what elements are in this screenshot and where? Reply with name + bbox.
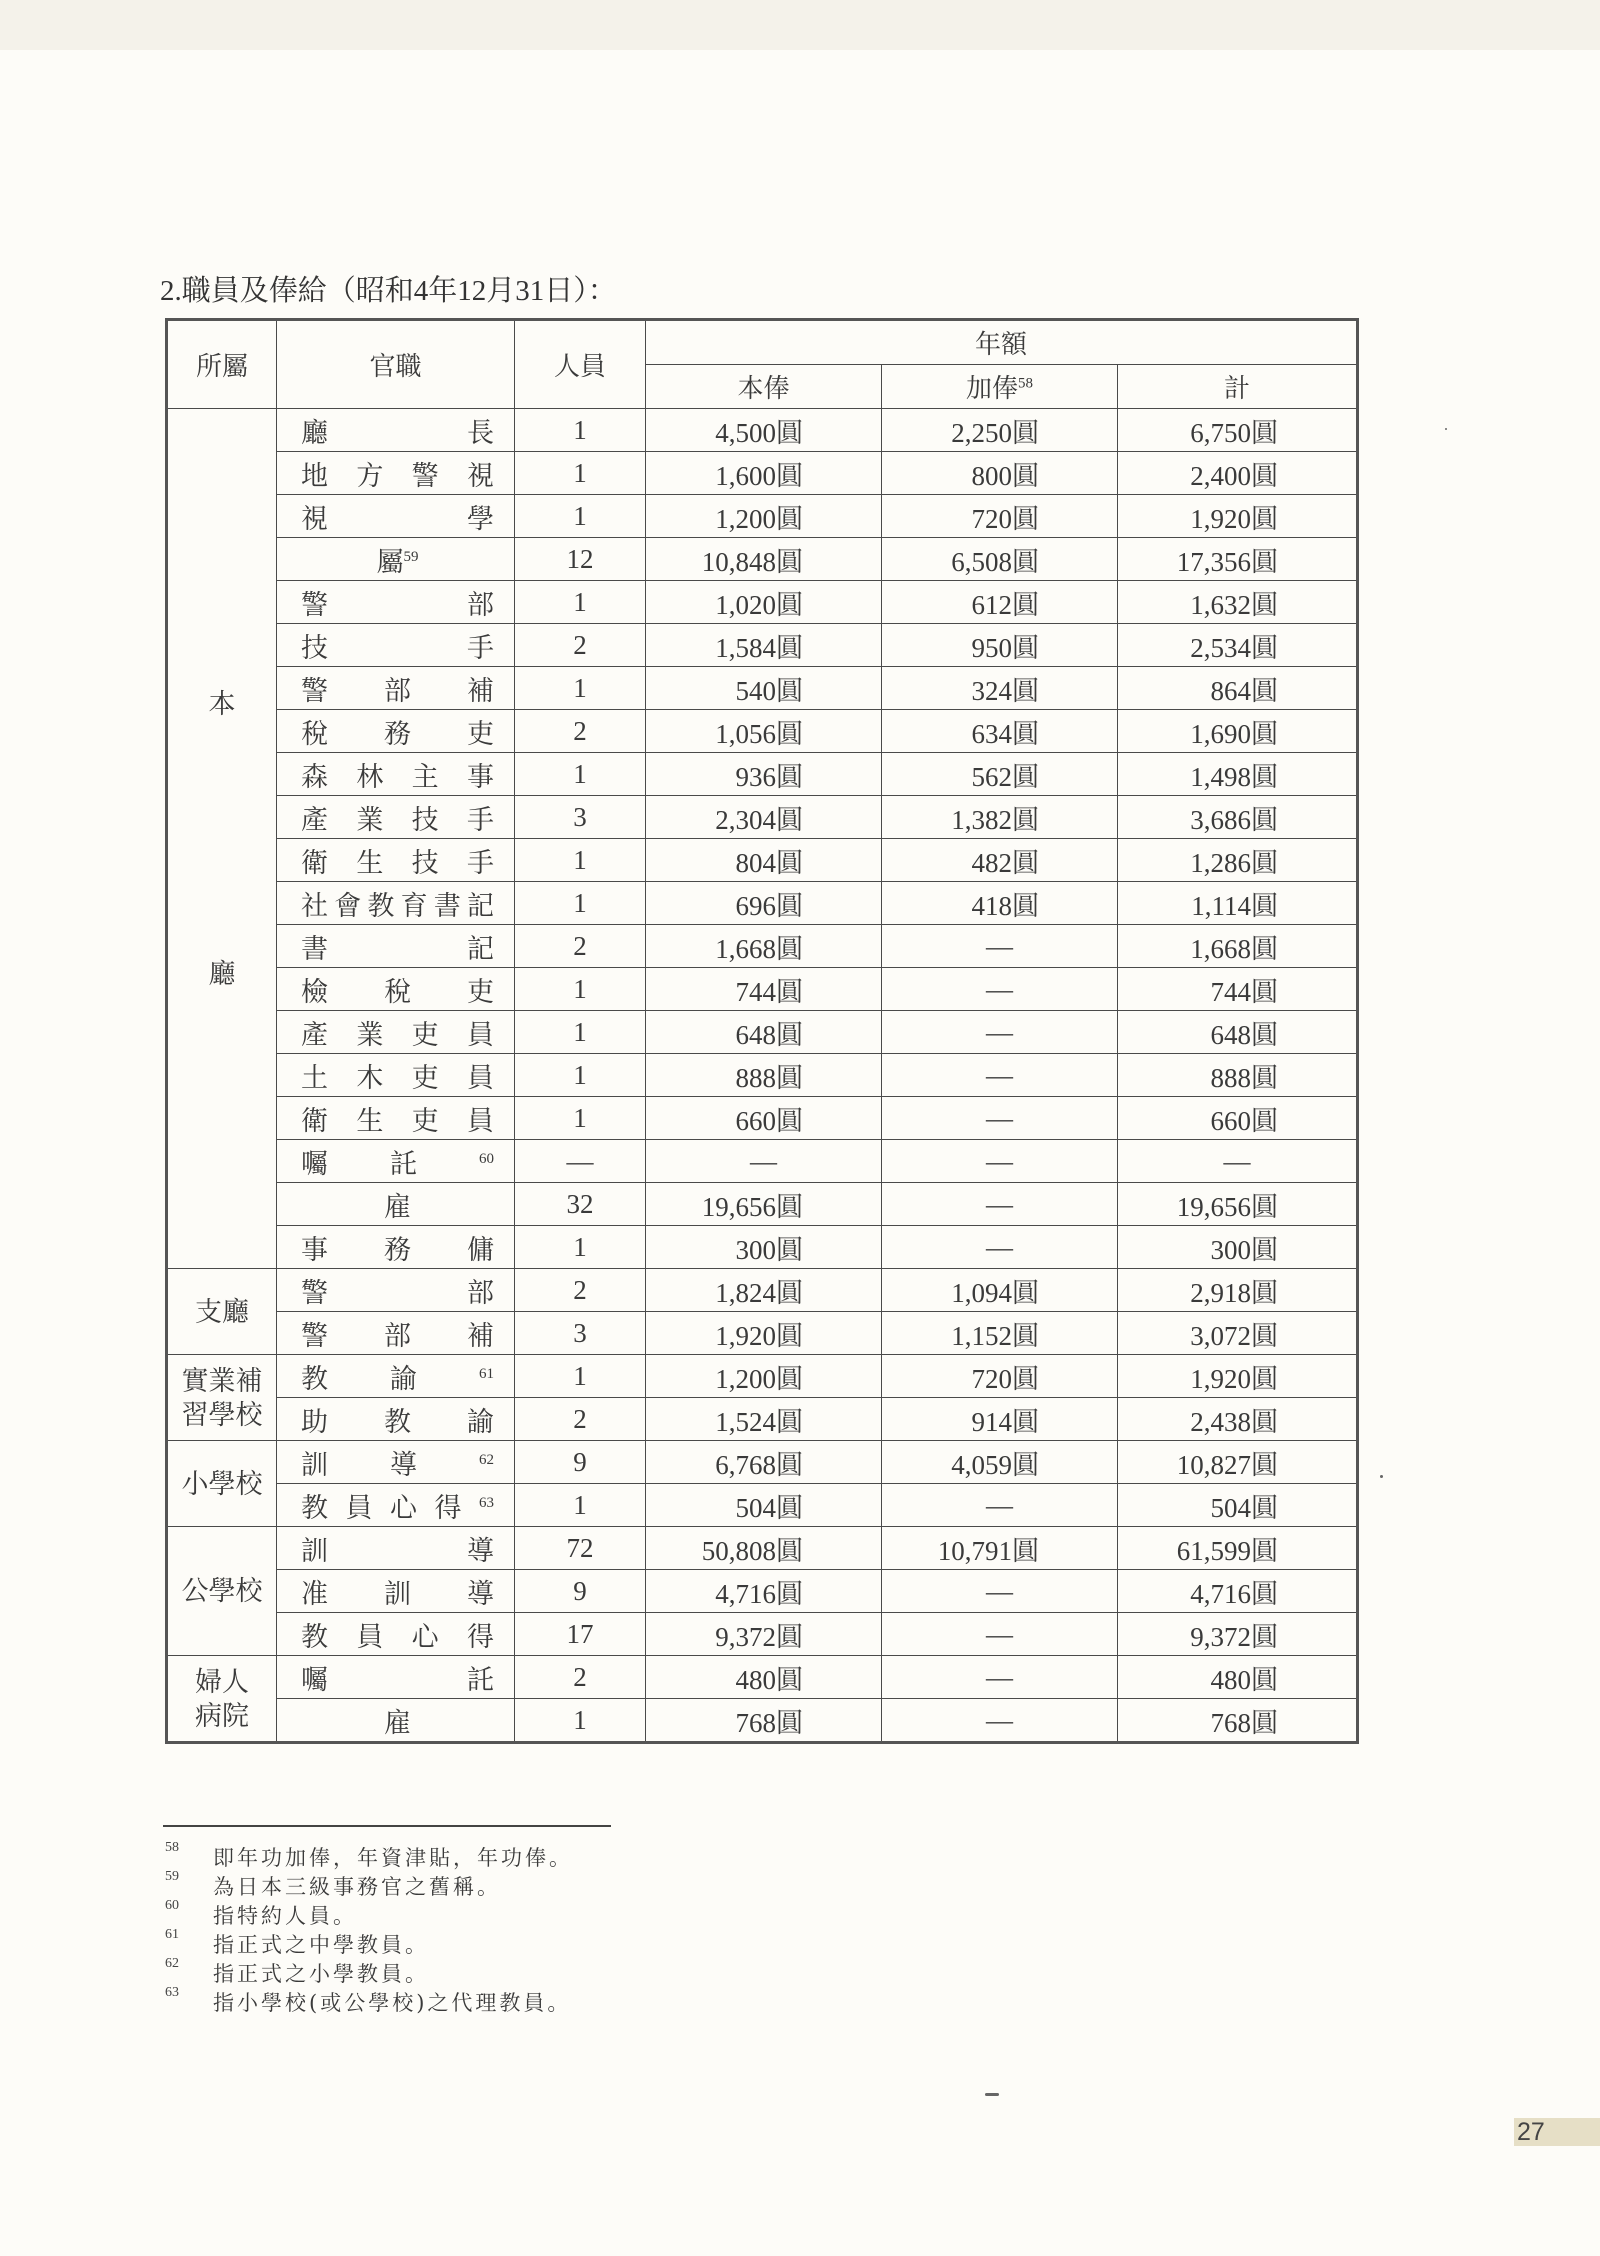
bonus-amount: — [882,1011,1118,1054]
staff-count: 2 [515,925,646,968]
scan-top-band [0,0,1600,50]
base-amount: 1,056圓 [646,710,882,753]
table-row [167,495,1358,538]
position-title-text: 警部 [301,1277,494,1308]
staff-count: 1 [515,753,646,796]
table-row [167,1656,1358,1699]
position-title [277,839,515,882]
table-row [167,1570,1358,1613]
staff-count: 2 [515,624,646,667]
bonus-amount: — [882,1656,1118,1699]
position-title [277,1011,515,1054]
base-amount: 6,768圓 [646,1441,882,1484]
staff-count: 2 [515,1398,646,1441]
table-row [167,1054,1358,1097]
bonus-amount: 800圓 [882,452,1118,495]
table-row [167,925,1358,968]
position-title [277,452,515,495]
table-row [167,710,1358,753]
total-amount: 2,400圓 [1118,452,1358,495]
staff-count: 1 [515,1054,646,1097]
position-title-text: 警部補 [301,1320,494,1351]
position-title [277,1269,515,1312]
unit-label: 小學校 [181,1468,263,1499]
staff-count: 1 [515,968,646,1011]
footnote-number: 61 [165,1927,179,1942]
position-title [277,1613,515,1656]
bonus-amount: — [882,968,1118,1011]
table-row [167,1226,1358,1269]
staff-count: 9 [515,1570,646,1613]
unit-char: 廳 [208,958,236,989]
footnote-text: 即年功加俸，年資津貼，年功俸。 [213,1846,573,1870]
footnote-text: 為日本三級事務官之舊稱。 [213,1875,501,1899]
base-amount: 660圓 [646,1097,882,1140]
unit-label: 支廳 [195,1296,249,1327]
footnote-ref: 62 [479,1451,494,1468]
unit-cell [167,1441,277,1527]
total-amount: 864圓 [1118,667,1358,710]
bonus-amount: 1,152圓 [882,1312,1118,1355]
unit-label: 實業補 習學校 [181,1365,263,1430]
base-amount: 648圓 [646,1011,882,1054]
position-title-text: 囑託 [301,1664,494,1695]
total-amount: 2,918圓 [1118,1269,1358,1312]
staff-count: 1 [515,1699,646,1743]
table-row [167,1269,1358,1312]
section-heading: 2.職員及俸給（昭和4年12月31日）： [160,275,617,307]
position-title-text: 社會教育書記 [301,890,494,921]
position-title-text: 教諭 [301,1363,479,1394]
footnote-number: 62 [165,1956,179,1971]
footnote-text: 指小學校(或公學校)之代理教員。 [213,1991,572,2015]
position-title [277,1054,515,1097]
table-row [167,1398,1358,1441]
base-amount: — [646,1140,882,1183]
bonus-amount: 612圓 [882,581,1118,624]
total-amount: 3,686圓 [1118,796,1358,839]
position-title-text: 訓導 [301,1535,494,1566]
base-amount: 1,824圓 [646,1269,882,1312]
header-annual: 年額 [646,320,1358,365]
total-amount: 2,438圓 [1118,1398,1358,1441]
base-amount: 4,716圓 [646,1570,882,1613]
total-amount: 1,498圓 [1118,753,1358,796]
table-row [167,1613,1358,1656]
bonus-amount: 4,059圓 [882,1441,1118,1484]
position-title [277,796,515,839]
position-title-text: 土木吏員 [301,1062,494,1093]
bonus-amount: 562圓 [882,753,1118,796]
bonus-amount: 482圓 [882,839,1118,882]
header-title: 官職 [277,320,515,409]
base-amount: 50,808圓 [646,1527,882,1570]
total-amount: — [1118,1140,1358,1183]
position-title [277,1398,515,1441]
bonus-amount: 418圓 [882,882,1118,925]
base-amount: 1,020圓 [646,581,882,624]
scan-speck [1445,428,1447,430]
staff-count: 1 [515,882,646,925]
table-row [167,796,1358,839]
staff-count: — [515,1140,646,1183]
base-amount: 1,200圓 [646,495,882,538]
position-title [277,1355,515,1398]
position-title [277,753,515,796]
bonus-amount: — [882,1054,1118,1097]
table-row [167,882,1358,925]
bonus-amount: 1,094圓 [882,1269,1118,1312]
footnote-text: 指正式之中學教員。 [213,1933,429,1957]
position-title-text: 准訓導 [301,1578,494,1609]
staff-count: 1 [515,1097,646,1140]
bonus-amount: — [882,1699,1118,1743]
total-amount: 1,690圓 [1118,710,1358,753]
table-row [167,667,1358,710]
position-title [277,1183,515,1226]
position-title [277,1656,515,1699]
table-row [167,1527,1358,1570]
base-amount: 744圓 [646,968,882,1011]
position-title [277,1226,515,1269]
total-amount: 10,827圓 [1118,1441,1358,1484]
base-amount: 1,524圓 [646,1398,882,1441]
position-title [277,925,515,968]
position-title [277,1527,515,1570]
total-amount: 9,372圓 [1118,1613,1358,1656]
position-title-text: 產業吏員 [301,1019,494,1050]
table-row [167,581,1358,624]
table-row [167,452,1358,495]
bonus-amount: 10,791圓 [882,1527,1118,1570]
position-title-text: 書記 [301,933,494,964]
staff-count: 1 [515,839,646,882]
header-unit: 所屬 [167,320,277,409]
bonus-amount: — [882,1097,1118,1140]
footnote-number: 59 [165,1869,179,1884]
total-amount: 1,920圓 [1118,1355,1358,1398]
table-body [167,409,1358,1743]
table-row [167,1699,1358,1743]
total-amount: 1,668圓 [1118,925,1358,968]
position-title-text: 助教諭 [301,1406,494,1437]
header-base: 本俸 [646,365,882,409]
base-amount: 804圓 [646,839,882,882]
unit-cell [167,1269,277,1355]
table-row [167,1183,1358,1226]
footnote-ref: 63 [479,1494,494,1511]
header-bonus: 加俸$^{58}$ [882,365,1118,409]
total-amount: 6,750圓 [1118,409,1358,452]
footnote-text: 指正式之小學教員。 [213,1962,429,1986]
position-title [277,882,515,925]
footnote-ref: 61 [479,1365,494,1382]
footnote-divider [163,1825,611,1827]
position-title [277,1441,515,1484]
unit-label: 婦人 病院 [195,1666,249,1731]
table-row [167,1484,1358,1527]
staff-count: 2 [515,1656,646,1699]
bonus-amount: 6,508圓 [882,538,1118,581]
footnote-ref: 58 [1018,375,1033,392]
staff-count: 1 [515,667,646,710]
total-amount: 768圓 [1118,1699,1358,1743]
staff-count: 1 [515,495,646,538]
position-title-text: 森林主事 [301,761,494,792]
total-amount: 1,632圓 [1118,581,1358,624]
base-amount: 936圓 [646,753,882,796]
base-amount: 1,668圓 [646,925,882,968]
position-title-text: 產業技手 [301,804,494,835]
unit-label: 公學校 [181,1576,263,1606]
staff-count: 32 [515,1183,646,1226]
position-title [277,968,515,1011]
bonus-amount: — [882,925,1118,968]
position-title-text: 技手 [301,632,494,663]
staff-count: 2 [515,710,646,753]
base-amount: 9,372圓 [646,1613,882,1656]
footnote-ref: 59 [403,548,419,565]
total-amount: 61,599圓 [1118,1527,1358,1570]
position-title-text: 雇 [384,1191,411,1222]
unit-cell [167,1355,277,1441]
staff-count: 1 [515,452,646,495]
staff-count: 17 [515,1613,646,1656]
position-title-text: 警部補 [301,675,494,706]
staff-count: 1 [515,409,646,452]
position-title-text: 屬 [376,546,404,577]
bonus-amount: — [882,1484,1118,1527]
table-row [167,1011,1358,1054]
base-amount: 1,584圓 [646,624,882,667]
position-title [277,1570,515,1613]
base-amount: 1,920圓 [646,1312,882,1355]
position-title-text: 廳長 [301,417,494,448]
table-row [167,1140,1358,1183]
bonus-amount: 950圓 [882,624,1118,667]
base-amount: 4,500圓 [646,409,882,452]
unit-cell [167,1527,277,1656]
staff-count: 1 [515,581,646,624]
position-title-text: 視學 [301,503,494,534]
position-title-text: 衛生技手 [301,847,494,878]
base-amount: 540圓 [646,667,882,710]
base-amount: 2,304圓 [646,796,882,839]
table-row [167,753,1358,796]
salary-table [165,318,1359,1744]
staff-count: 72 [515,1527,646,1570]
position-title [277,409,515,452]
position-title-text: 稅務吏 [301,718,494,749]
base-amount: 696圓 [646,882,882,925]
header-staff: 人員 [515,320,646,409]
base-amount: 480圓 [646,1656,882,1699]
position-title [277,1312,515,1355]
footnote-number: 63 [165,1985,179,2000]
footnote-number: 60 [165,1898,179,1913]
total-amount: 2,534圓 [1118,624,1358,667]
total-amount: 17,356圓 [1118,538,1358,581]
position-title-text: 警部 [301,589,494,620]
position-title-text: 教員心得 [301,1492,479,1523]
position-title-text: 訓導 [301,1449,479,1480]
base-amount: 19,656圓 [646,1183,882,1226]
table-row [167,839,1358,882]
position-title-text: 教員心得 [301,1621,494,1652]
table-row [167,1312,1358,1355]
scan-speck [985,2093,999,2096]
staff-count: 2 [515,1269,646,1312]
position-title [277,1699,515,1743]
base-amount: 1,200圓 [646,1355,882,1398]
header-total: 計 [1118,365,1358,409]
unit-cell [167,1656,277,1743]
position-title-text: 檢稅吏 [301,976,494,1007]
footnote-number: 58 [165,1840,179,1855]
table-row [167,1355,1358,1398]
position-title-text: 雇 [384,1707,411,1738]
table-row [167,1097,1358,1140]
bonus-amount: 720圓 [882,495,1118,538]
table-row [167,624,1358,667]
unit-char: 本 [208,688,236,719]
table-row [167,538,1358,581]
bonus-amount: 1,382圓 [882,796,1118,839]
table-row [167,1441,1358,1484]
position-title-text: 衛生吏員 [301,1105,494,1136]
bonus-amount: 720圓 [882,1355,1118,1398]
table-row [167,409,1358,452]
bonus-amount: — [882,1183,1118,1226]
bonus-amount: 634圓 [882,710,1118,753]
bonus-amount: 914圓 [882,1398,1118,1441]
position-title [277,1484,515,1527]
total-amount: 660圓 [1118,1097,1358,1140]
page-number: 27 [1514,2118,1600,2146]
table-row [167,968,1358,1011]
footnote-ref: 60 [479,1150,494,1167]
position-title [277,1140,515,1183]
total-amount: 3,072圓 [1118,1312,1358,1355]
unit-label [168,569,276,1109]
position-title [277,710,515,753]
bonus-amount: — [882,1140,1118,1183]
base-amount: 10,848圓 [646,538,882,581]
staff-count: 9 [515,1441,646,1484]
scan-speck [1380,1475,1383,1478]
position-title [277,667,515,710]
bonus-amount: 2,250圓 [882,409,1118,452]
total-amount: 19,656圓 [1118,1183,1358,1226]
header-row [167,320,1358,365]
bonus-amount: — [882,1226,1118,1269]
total-amount: 1,286圓 [1118,839,1358,882]
base-amount: 504圓 [646,1484,882,1527]
total-amount: 744圓 [1118,968,1358,1011]
total-amount: 480圓 [1118,1656,1358,1699]
position-title-text: 事務傭 [301,1234,494,1265]
position-title [277,1097,515,1140]
staff-count: 1 [515,1484,646,1527]
staff-count: 1 [515,1011,646,1054]
total-amount: 1,114圓 [1118,882,1358,925]
base-amount: 1,600圓 [646,452,882,495]
base-amount: 768圓 [646,1699,882,1743]
base-amount: 300圓 [646,1226,882,1269]
position-title [277,538,515,581]
staff-count: 1 [515,1226,646,1269]
bonus-amount: — [882,1613,1118,1656]
position-title-text: 囑託 [301,1148,479,1179]
total-amount: 4,716圓 [1118,1570,1358,1613]
base-amount: 888圓 [646,1054,882,1097]
total-amount: 648圓 [1118,1011,1358,1054]
staff-count: 3 [515,796,646,839]
bonus-amount: 324圓 [882,667,1118,710]
position-title-text: 地方警視 [301,460,494,491]
total-amount: 300圓 [1118,1226,1358,1269]
unit-cell [167,409,277,1269]
position-title [277,495,515,538]
total-amount: 888圓 [1118,1054,1358,1097]
position-title [277,624,515,667]
footnote-text: 指特約人員。 [213,1904,357,1928]
total-amount: 504圓 [1118,1484,1358,1527]
staff-count: 12 [515,538,646,581]
bonus-amount: — [882,1570,1118,1613]
total-amount: 1,920圓 [1118,495,1358,538]
staff-count: 1 [515,1355,646,1398]
staff-count: 3 [515,1312,646,1355]
position-title [277,581,515,624]
